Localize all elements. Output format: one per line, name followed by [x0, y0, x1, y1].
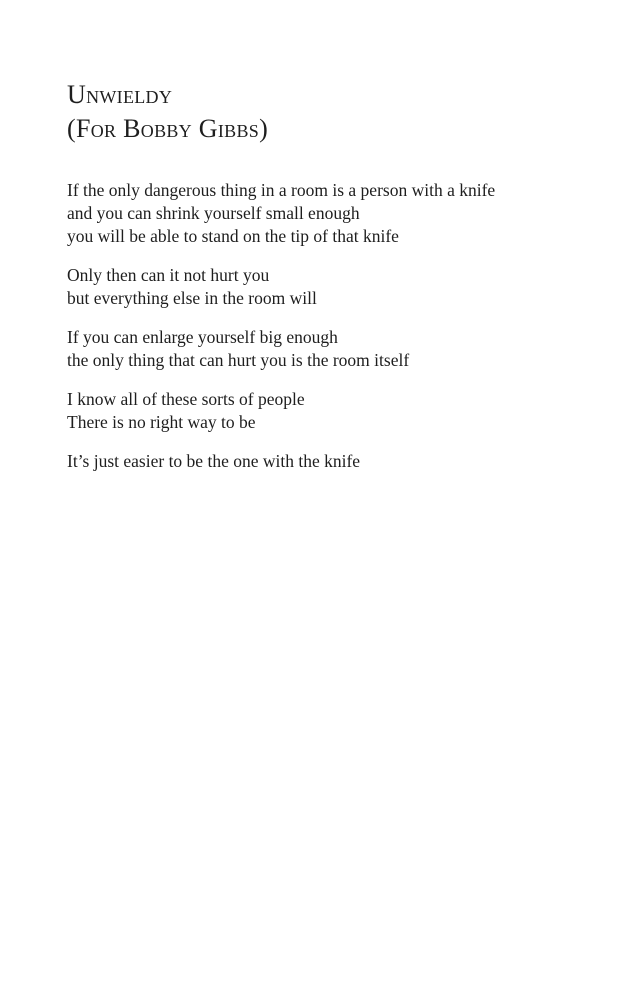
poem-line: It’s just easier to be the one with the knife [67, 451, 361, 471]
poem-line: and you can shrink yourself small enough [67, 203, 360, 223]
poem-title [67, 78, 587, 146]
stanza [67, 326, 607, 372]
poem-line: the only thing that can hurt you is the room itself [67, 350, 410, 370]
stanza [67, 264, 607, 310]
poem-dedication: (For Bobby Gibbs) [67, 114, 269, 143]
poem-line: you will be able to stand on the tip of that knife [67, 226, 399, 246]
stanza [67, 179, 607, 248]
stanza [67, 388, 607, 434]
poem-line: There is no right way to be [67, 412, 256, 432]
poem-line: I know all of these sorts of people [67, 389, 305, 409]
stanza [67, 450, 607, 473]
poem-line: If the only dangerous thing in a room is a person with a knife [67, 180, 496, 200]
poem-line: Only then can it not hurt you [67, 265, 270, 285]
poem-title-main: Unwieldy [67, 80, 173, 109]
poem-line: but everything else in the room will [67, 288, 317, 308]
poem-body [67, 179, 607, 489]
poem-line: If you can enlarge yourself big enough [67, 327, 338, 347]
